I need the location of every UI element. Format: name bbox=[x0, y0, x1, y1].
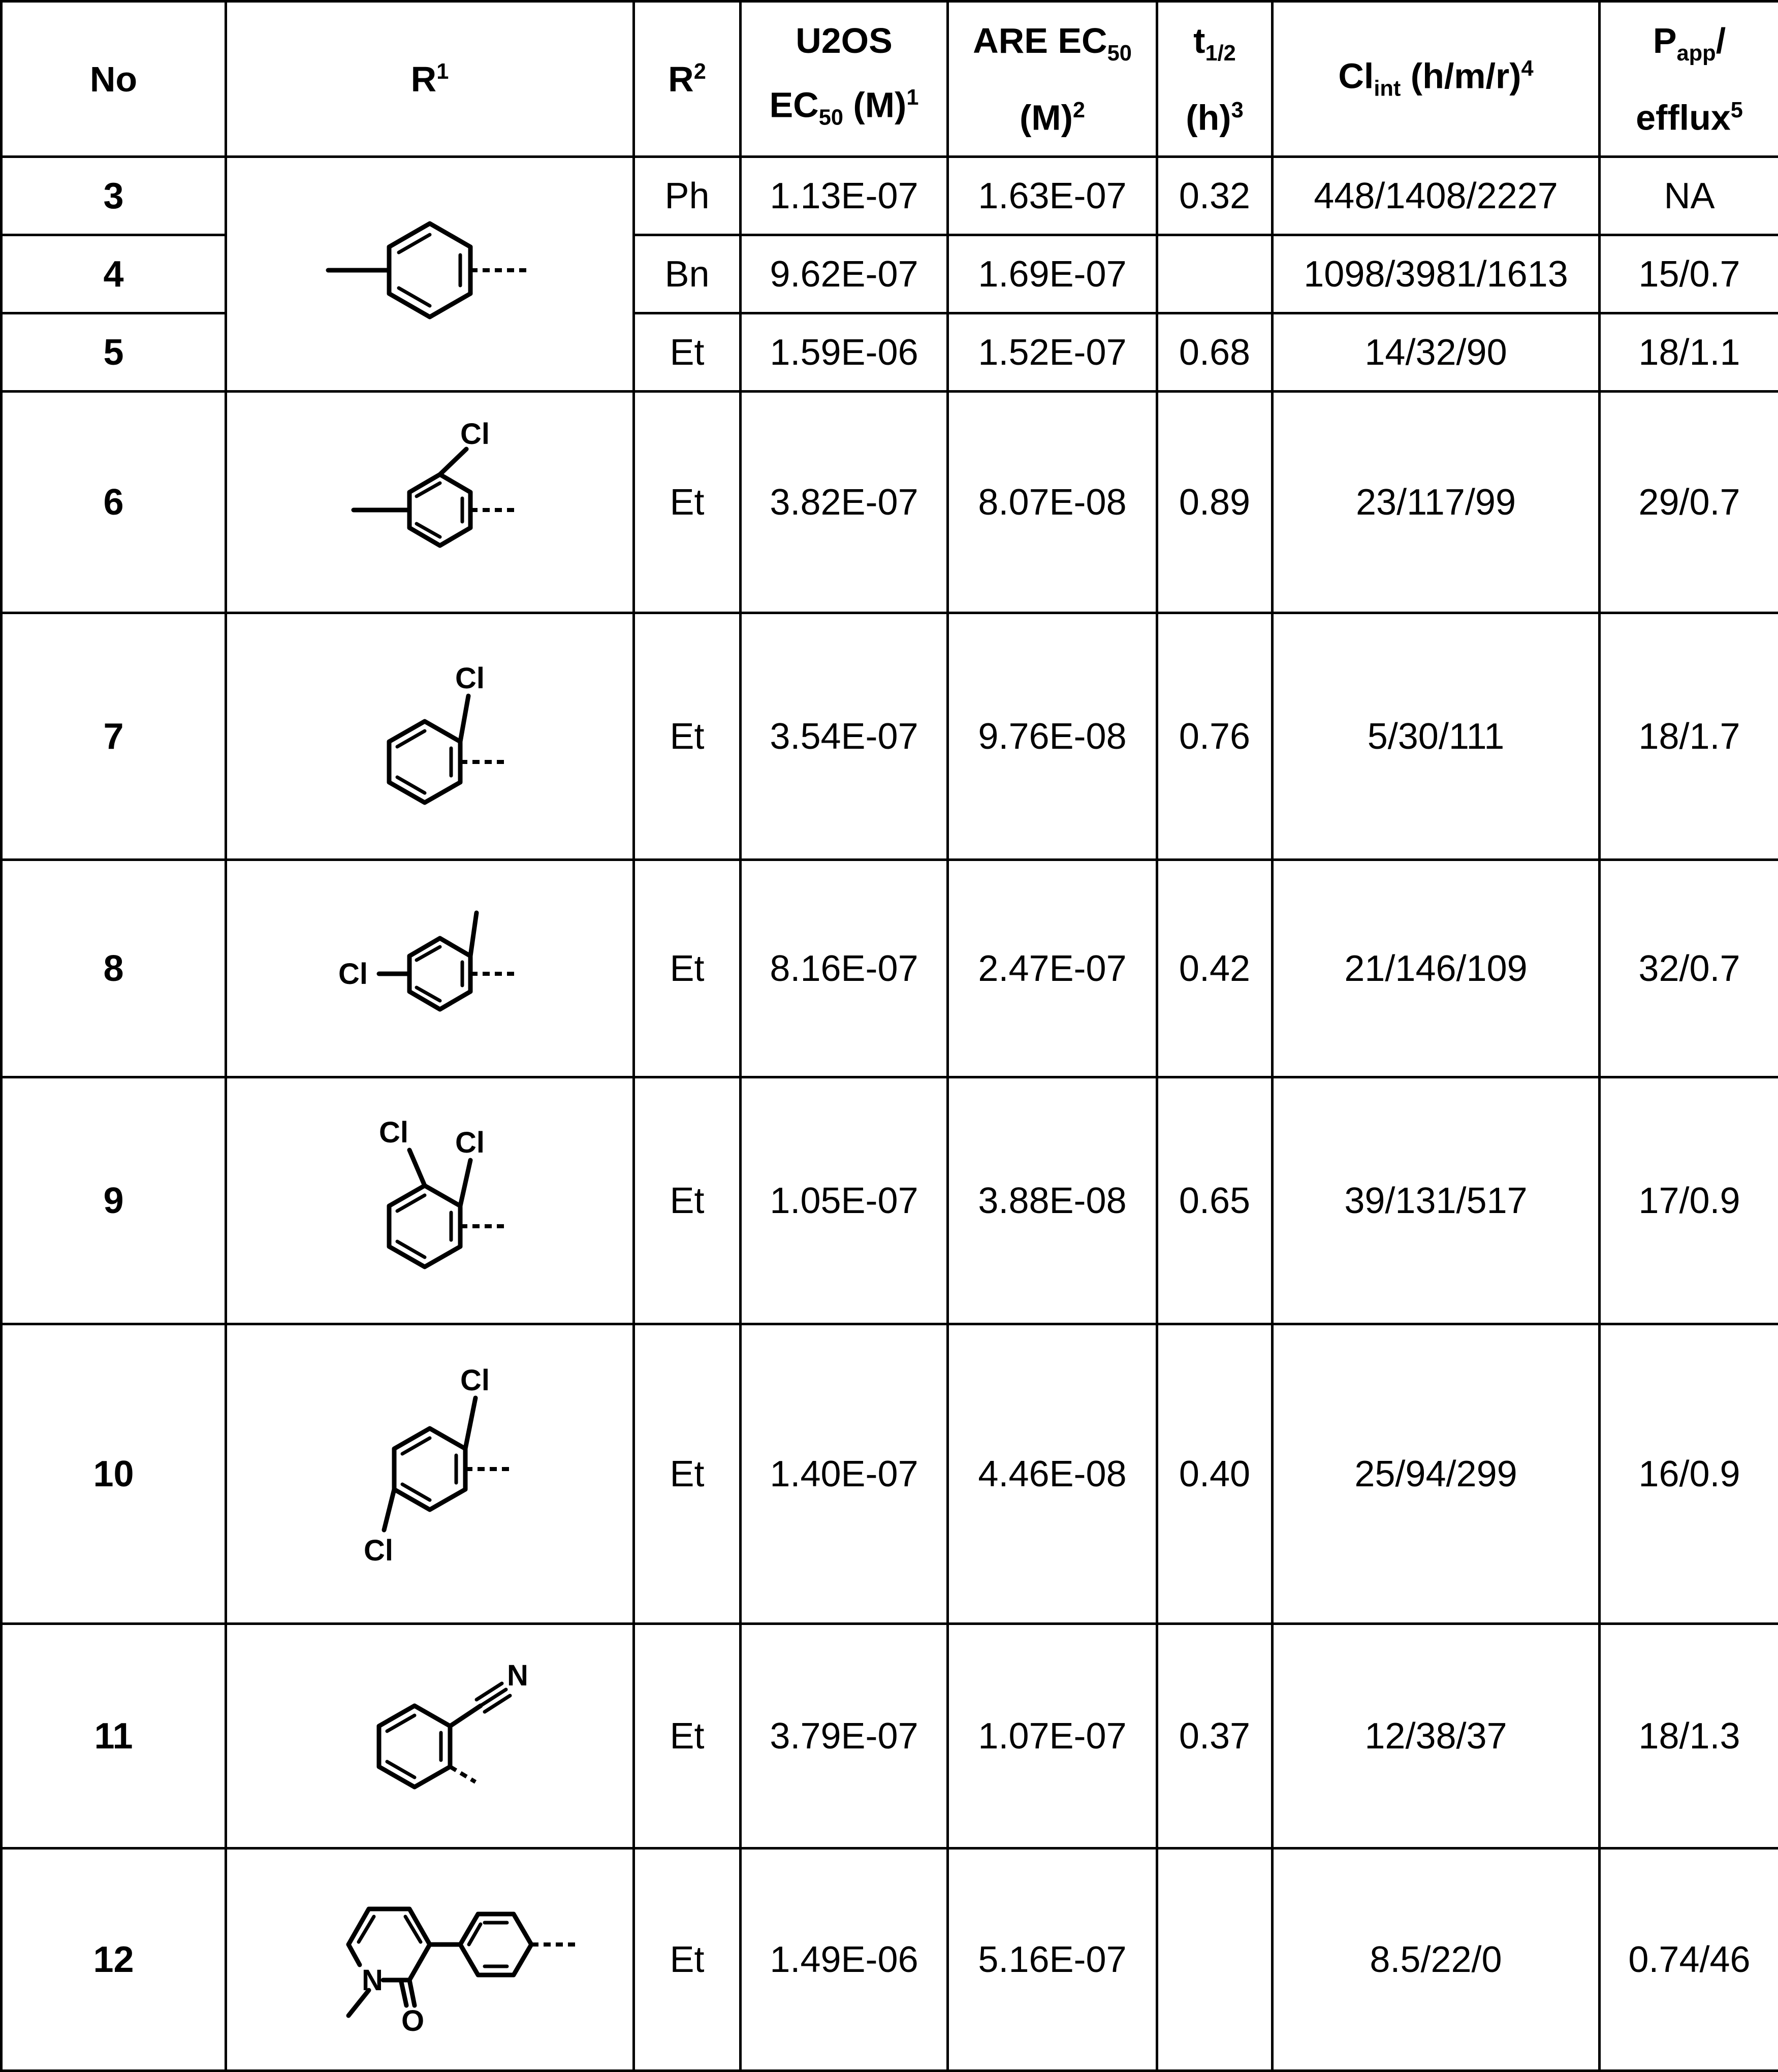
nitrogen-label: N bbox=[362, 1964, 383, 1997]
cell-u2os: 3.79E-07 bbox=[741, 1624, 948, 1848]
cell-u2os: 1.05E-07 bbox=[741, 1077, 948, 1324]
r1-structure-2-chlorophenyl bbox=[226, 613, 634, 860]
cell-t-half: 0.68 bbox=[1157, 313, 1273, 392]
header-row bbox=[2, 2, 1778, 157]
cell-t-half: 0.65 bbox=[1157, 1077, 1273, 1324]
cell-no: 9 bbox=[2, 1077, 226, 1324]
cell-clint: 12/38/37 bbox=[1273, 1624, 1600, 1848]
nitrogen-label: N bbox=[507, 1659, 528, 1692]
cell-t-half: 0.37 bbox=[1157, 1624, 1273, 1848]
cell-no: 7 bbox=[2, 613, 226, 860]
cell-r2: Ph bbox=[634, 157, 741, 235]
cell-t-half bbox=[1157, 1848, 1273, 2071]
cell-papp: 17/0.9 bbox=[1600, 1077, 1778, 1324]
cell-r2: Et bbox=[634, 613, 741, 860]
tolyl-structure bbox=[288, 168, 572, 381]
chloro-label: Cl bbox=[455, 662, 485, 695]
cell-u2os: 1.40E-07 bbox=[741, 1324, 948, 1624]
cell-u2os: 8.16E-07 bbox=[741, 860, 948, 1077]
table-row bbox=[2, 860, 1778, 1077]
cell-papp: 18/1.7 bbox=[1600, 613, 1778, 860]
cell-are: 1.69E-07 bbox=[948, 235, 1157, 313]
cell-u2os: 9.62E-07 bbox=[741, 235, 948, 313]
header-are: ARE $EC_{50}$ $(M)^2$ bbox=[948, 2, 1157, 157]
cell-no: 12 bbox=[2, 1848, 226, 2071]
oxygen-label: O bbox=[401, 2004, 424, 2037]
r1-structure-2-5-dichlorophenyl bbox=[226, 1324, 634, 1624]
pyridinone-phenyl-structure bbox=[272, 1853, 587, 2066]
cell-clint: 14/32/90 bbox=[1273, 313, 1600, 392]
r1-structure-pyridinone-phenyl bbox=[226, 1848, 634, 2071]
dichlorophenyl-structure bbox=[288, 1084, 572, 1318]
table-row bbox=[2, 1324, 1778, 1624]
table-row bbox=[2, 1624, 1778, 1848]
cell-no: 10 bbox=[2, 1324, 226, 1624]
cell-u2os: 1.49E-06 bbox=[741, 1848, 948, 2071]
cell-r2: Et bbox=[634, 1848, 741, 2071]
cell-t-half: 0.32 bbox=[1157, 157, 1273, 235]
header-no: No bbox=[2, 2, 226, 157]
cell-no: 8 bbox=[2, 860, 226, 1077]
table-row bbox=[2, 157, 1778, 235]
header-t-half: $t_{1/2}$ $(h)^3$ bbox=[1157, 2, 1273, 157]
cell-clint: 23/117/99 bbox=[1273, 392, 1600, 613]
cell-are: 3.88E-08 bbox=[948, 1077, 1157, 1324]
chloro-methylphenyl-structure bbox=[288, 867, 572, 1070]
cell-no: 6 bbox=[2, 392, 226, 613]
cell-no: 5 bbox=[2, 313, 226, 392]
cell-r2: Et bbox=[634, 392, 741, 613]
cell-papp: 0.74/46 bbox=[1600, 1848, 1778, 2071]
header-r1: $R^1$ bbox=[226, 2, 634, 157]
header-u2os: U2OS $EC_{50}$ $(M)^1$ bbox=[741, 2, 948, 157]
cell-are: 2.47E-07 bbox=[948, 860, 1157, 1077]
table-row bbox=[2, 1077, 1778, 1324]
cell-clint: 8.5/22/0 bbox=[1273, 1848, 1600, 2071]
cell-r2: Bn bbox=[634, 235, 741, 313]
cell-r2: Et bbox=[634, 1624, 741, 1848]
cell-r2: Et bbox=[634, 1324, 741, 1624]
cell-are: 9.76E-08 bbox=[948, 613, 1157, 860]
r1-structure-5-chloro-2-methylphenyl bbox=[226, 860, 634, 1077]
r1-structure-2-3-dichlorophenyl bbox=[226, 1077, 634, 1324]
chloro-label: Cl bbox=[460, 1364, 490, 1397]
cell-papp: 29/0.7 bbox=[1600, 392, 1778, 613]
cell-clint: 1098/3981/1613 bbox=[1273, 235, 1600, 313]
cell-are: 1.63E-07 bbox=[948, 157, 1157, 235]
cell-clint: 5/30/111 bbox=[1273, 613, 1600, 860]
cell-papp: 18/1.3 bbox=[1600, 1624, 1778, 1848]
cell-u2os: 1.59E-06 bbox=[741, 313, 948, 392]
cell-r2: Et bbox=[634, 860, 741, 1077]
cell-clint: 21/146/109 bbox=[1273, 860, 1600, 1077]
cell-r2: Et bbox=[634, 1077, 741, 1324]
table-row bbox=[2, 392, 1778, 613]
chloro-label: Cl bbox=[460, 418, 490, 451]
cell-t-half: 0.42 bbox=[1157, 860, 1273, 1077]
chloro-label: Cl bbox=[455, 1126, 485, 1159]
cell-clint: 25/94/299 bbox=[1273, 1324, 1600, 1624]
r1-structure-2-cyanophenyl bbox=[226, 1624, 634, 1848]
table-row bbox=[2, 1848, 1778, 2071]
cell-no: 11 bbox=[2, 1624, 226, 1848]
header-clint: $Cl_{int}$ $(h/m/r)^4$ bbox=[1273, 2, 1600, 157]
cell-are: 1.07E-07 bbox=[948, 1624, 1157, 1848]
header-papp: $P_{app}/$ efflux$^5$ bbox=[1600, 2, 1778, 157]
cell-papp: NA bbox=[1600, 157, 1778, 235]
chloro-label: Cl bbox=[364, 1534, 393, 1567]
chloro-label: Cl bbox=[379, 1116, 408, 1149]
cell-papp: 18/1.1 bbox=[1600, 313, 1778, 392]
cell-papp: 32/0.7 bbox=[1600, 860, 1778, 1077]
cell-clint: 39/131/517 bbox=[1273, 1077, 1600, 1324]
cell-t-half: 0.89 bbox=[1157, 392, 1273, 613]
chlorophenyl-structure bbox=[288, 625, 572, 848]
cell-are: 4.46E-08 bbox=[948, 1324, 1157, 1624]
cell-are: 8.07E-08 bbox=[948, 392, 1157, 613]
r1-structure-tolyl bbox=[226, 157, 634, 392]
cell-no: 3 bbox=[2, 157, 226, 235]
cell-are: 1.52E-07 bbox=[948, 313, 1157, 392]
cell-u2os: 3.82E-07 bbox=[741, 392, 948, 613]
cyanophenyl-structure bbox=[288, 1630, 572, 1843]
cell-are: 5.16E-07 bbox=[948, 1848, 1157, 2071]
dichlorophenyl-structure bbox=[288, 1332, 572, 1616]
cell-no: 4 bbox=[2, 235, 226, 313]
cell-t-half: 0.76 bbox=[1157, 613, 1273, 860]
cell-r2: Et bbox=[634, 313, 741, 392]
cell-t-half bbox=[1157, 235, 1273, 313]
table-row bbox=[2, 613, 1778, 860]
cell-clint: 448/1408/2227 bbox=[1273, 157, 1600, 235]
cell-u2os: 1.13E-07 bbox=[741, 157, 948, 235]
cell-t-half: 0.40 bbox=[1157, 1324, 1273, 1624]
chloro-label: Cl bbox=[338, 958, 368, 991]
r1-structure-2-chloro-4-methylphenyl bbox=[226, 392, 634, 613]
chloro-methylphenyl-structure bbox=[288, 398, 572, 607]
header-r2: $R^2$ bbox=[634, 2, 741, 157]
cell-u2os: 3.54E-07 bbox=[741, 613, 948, 860]
cell-papp: 15/0.7 bbox=[1600, 235, 1778, 313]
cell-papp: 16/0.9 bbox=[1600, 1324, 1778, 1624]
